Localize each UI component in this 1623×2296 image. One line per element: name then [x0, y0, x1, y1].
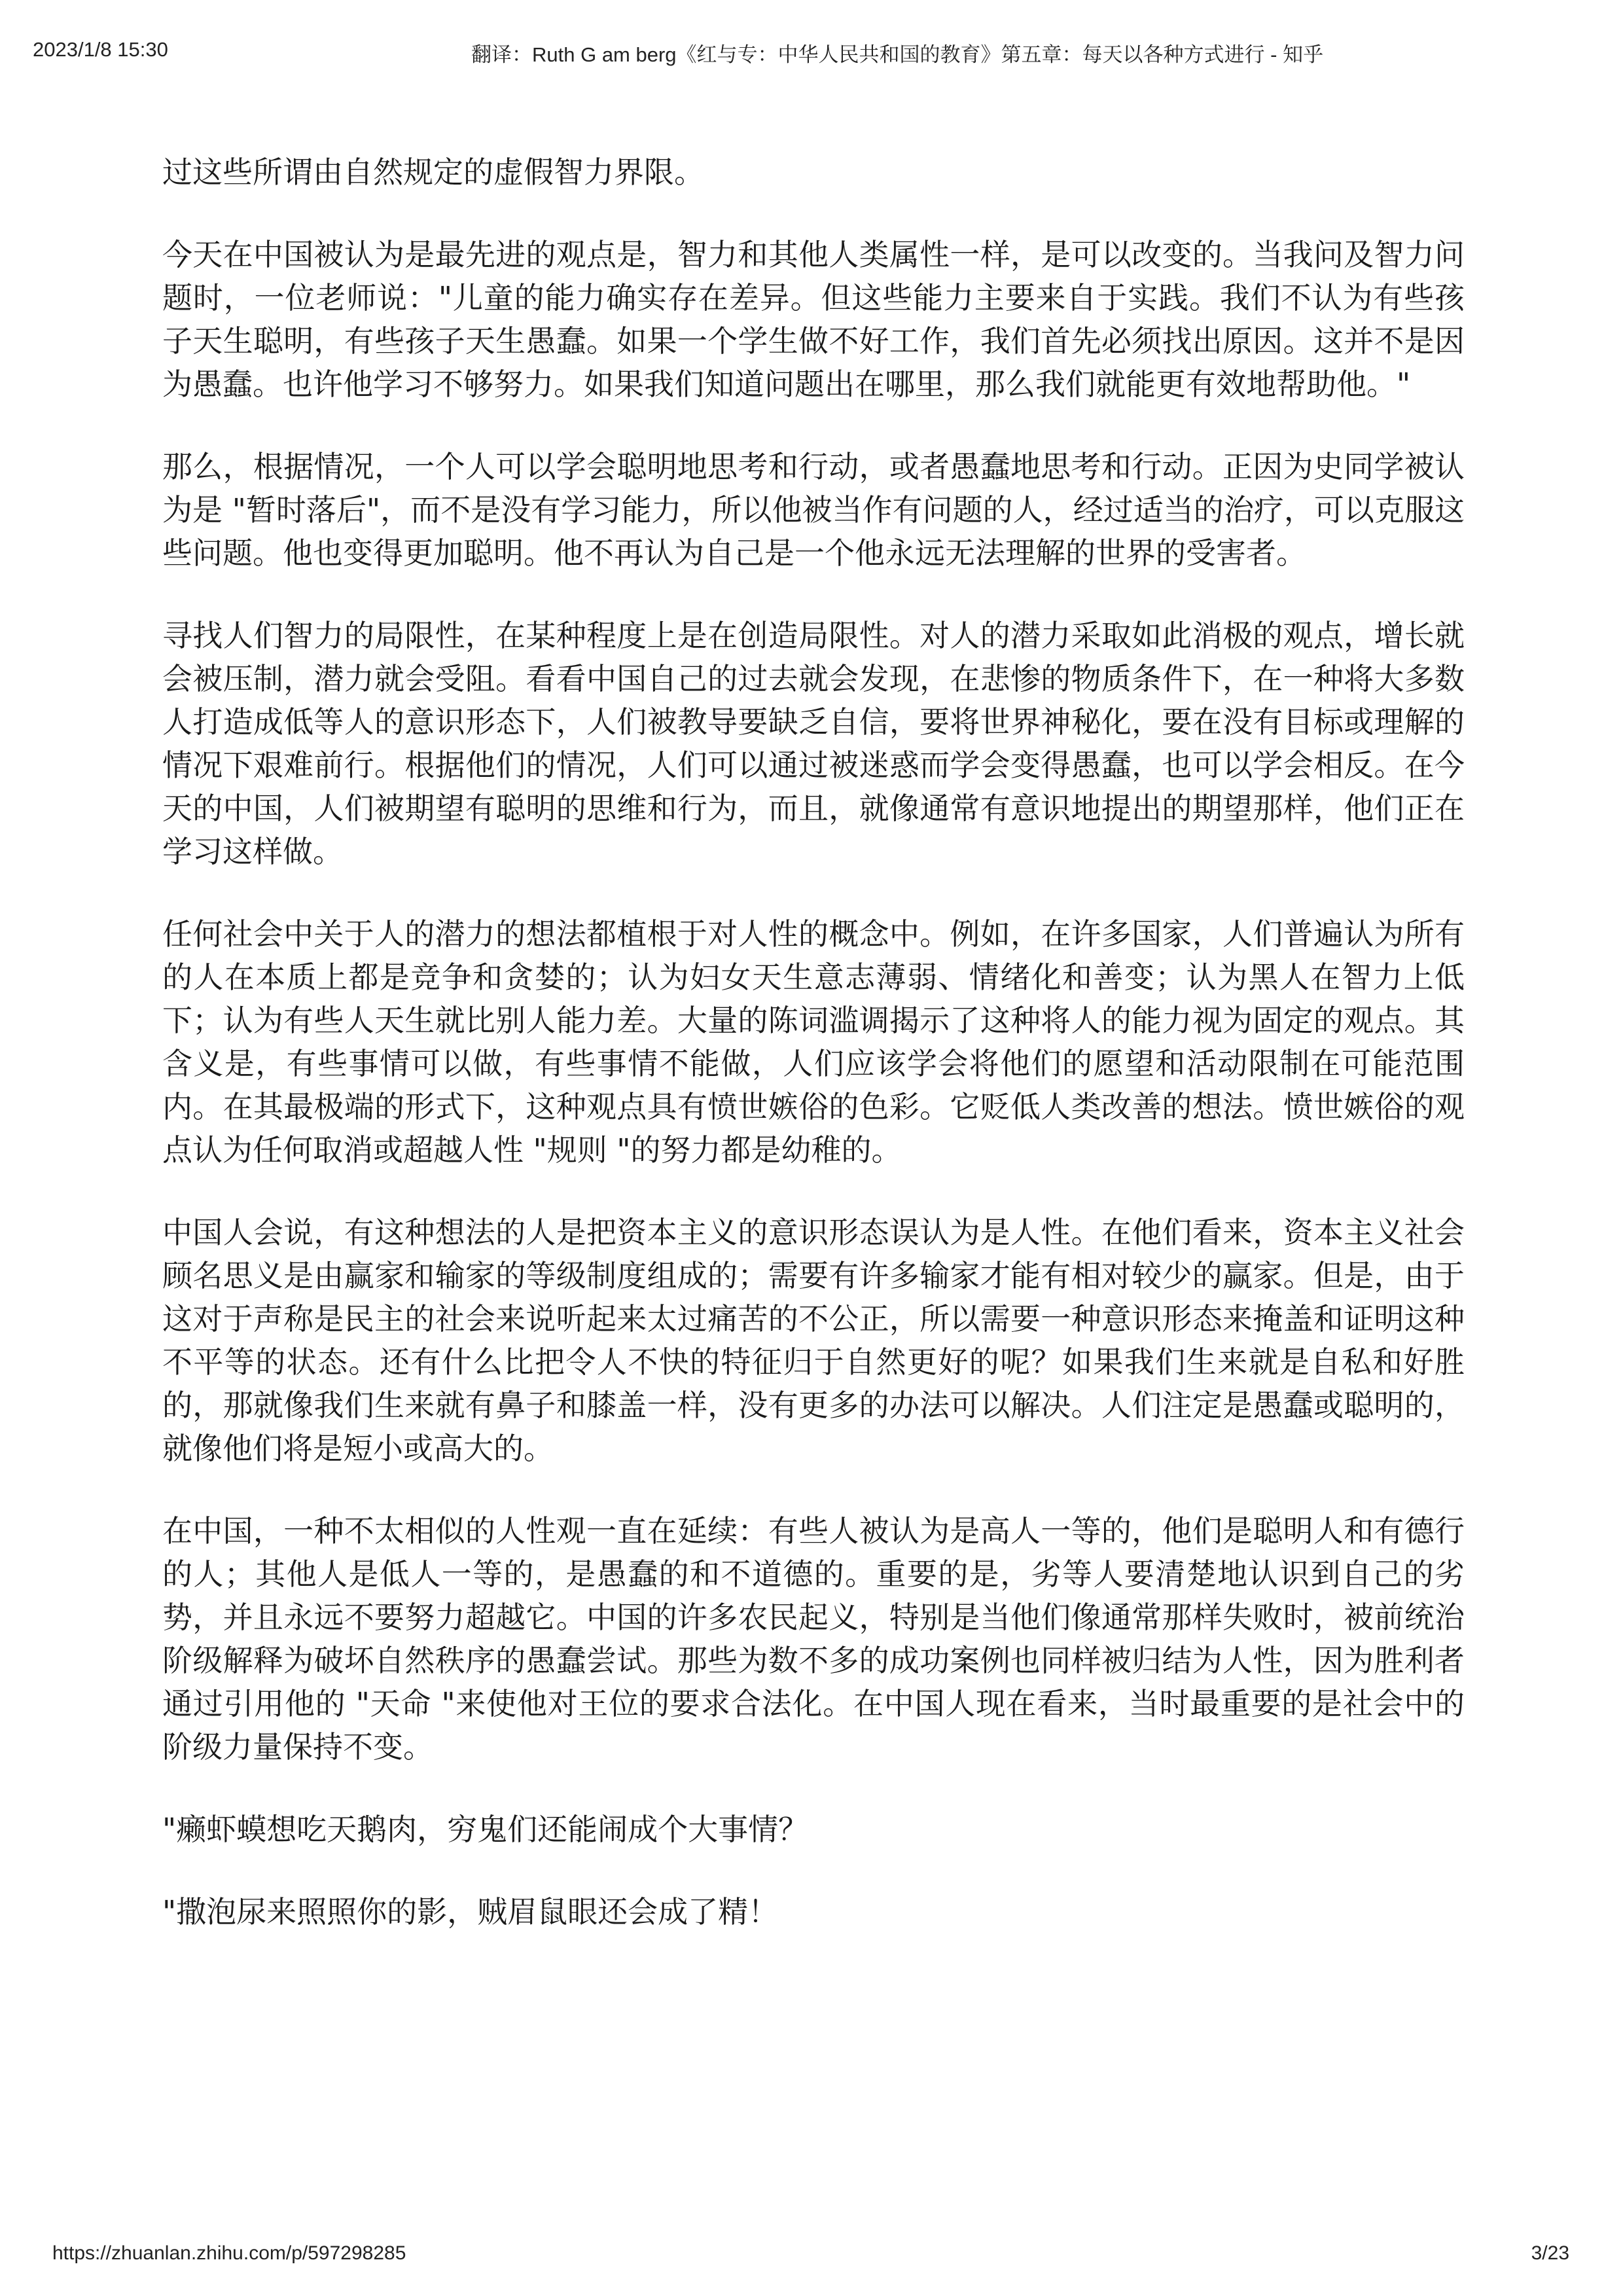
page-url: https://zhuanlan.zhihu.com/p/597298285 [52, 2242, 406, 2264]
quote-line: "撒泡尿来照照你的影，贼眉鼠眼还会成了精！ [162, 1894, 779, 1929]
print-date: 2023/1/8 15:30 [33, 38, 168, 61]
paragraph: 过这些所谓由自然规定的虚假智力界限。 [162, 154, 704, 190]
paragraph: 任何社会中关于人的潜力的想法都植根于对人性的概念中。例如，在许多国家，人们普遍认为所有的人在本质上都是竞争和贪婪的；认为妇女天生意志薄弱、情绪化和善变；认为黑人在智力上低下；认为有些人天生就比别人能力差。大量的陈词滥调揭示了这种将人的能力视为固定的观点。其含义是，有些事情可以做，有些事情不能做，人们应该学会将他们的愿望和活动限制在可能范围内。在其最极端的形式下，这种观点具有愤世嫉俗的色彩。它贬低人类改善的想法。愤世嫉俗的观点认为任何取消或超越人性 "规则 "的努力都是幼稚的。 [162, 916, 1465, 1168]
article-body [162, 151, 1465, 1973]
print-footer [0, 2242, 1623, 2275]
paragraph: 在中国，一种不太相似的人性观一直在延续：有些人被认为是高人一等的，他们是聪明人和有德行的人；其他人是低人一等的，是愚蠢的和不道德的。重要的是，劣等人要清楚地认识到自己的劣势，并且永远不要努力超越它。中国的许多农民起义，特别是当他们像通常那样失败时，被前统治阶级解释为破坏自然秩序的愚蠢尝试。那些为数不多的成功案例也同样被归结为人性，因为胜利者通过引用他的 "天命 "来使他对王位的要求合法化。在中国人现在看来，当时最重要的是社会中的阶级力量保持不变。 [162, 1513, 1465, 1765]
page-title: 翻译：Ruth G am berg《红与专：中华人民共和国的教育》第五章：每天以各种方式进行 - 知乎 [471, 43, 1324, 66]
quote-line: "癞虾蟆想吃天鹅肉，穷鬼们还能闹成个大事情？ [162, 1812, 809, 1847]
paragraph: 那么，根据情况，一个人可以学会聪明地思考和行动，或者愚蠢地思考和行动。正因为史同学被认为是 "暂时落后"，而不是没有学习能力，所以他被当作有问题的人，经过适当的治疗，可以克服这些问题。他也变得更加聪明。他不再认为自己是一个他永远无法理解的世界的受害者。 [162, 449, 1465, 571]
paragraph: 中国人会说，有这种想法的人是把资本主义的意识形态误认为是人性。在他们看来，资本主义社会顾名思义是由赢家和输家的等级制度组成的；需要有许多输家才能有相对较少的赢家。但是，由于这对于声称是民主的社会来说听起来太过痛苦的不公正，所以需要一种意识形态来掩盖和证明这种不平等的状态。还有什么比把令人不快的特征归于自然更好的呢？如果我们生来就是自私和好胜的，那就像我们生来就有鼻子和膝盖一样，没有更多的办法可以解决。人们注定是愚蠢或聪明的，就像他们将是短小或高大的。 [162, 1215, 1465, 1466]
page-number: 3/23 [1531, 2242, 1569, 2264]
paragraph: 寻找人们智力的局限性，在某种程度上是在创造局限性。对人的潜力采取如此消极的观点，增长就会被压制，潜力就会受阻。看看中国自己的过去就会发现，在悲惨的物质条件下，在一种将大多数人打造成低等人的意识形态下，人们被教导要缺乏自信，要将世界神秘化，要在没有目标或理解的情况下艰难前行。根据他们的情况，人们可以通过被迷惑而学会变得愚蠢，也可以学会相反。在今天的中国，人们被期望有聪明的思维和行为，而且，就像通常有意识地提出的期望那样，他们正在学习这样做。 [162, 618, 1465, 869]
print-header [0, 38, 1623, 77]
paragraph: 今天在中国被认为是最先进的观点是，智力和其他人类属性一样，是可以改变的。当我问及智力问题时，一位老师说："儿童的能力确实存在差异。但这些能力主要来自于实践。我们不认为有些孩子天生聪明，有些孩子天生愚蠢。如果一个学生做不好工作，我们首先必须找出原因。这并不是因为愚蠢。也许他学习不够努力。如果我们知道问题出在哪里，那么我们就能更有效地帮助他。" [162, 237, 1465, 402]
